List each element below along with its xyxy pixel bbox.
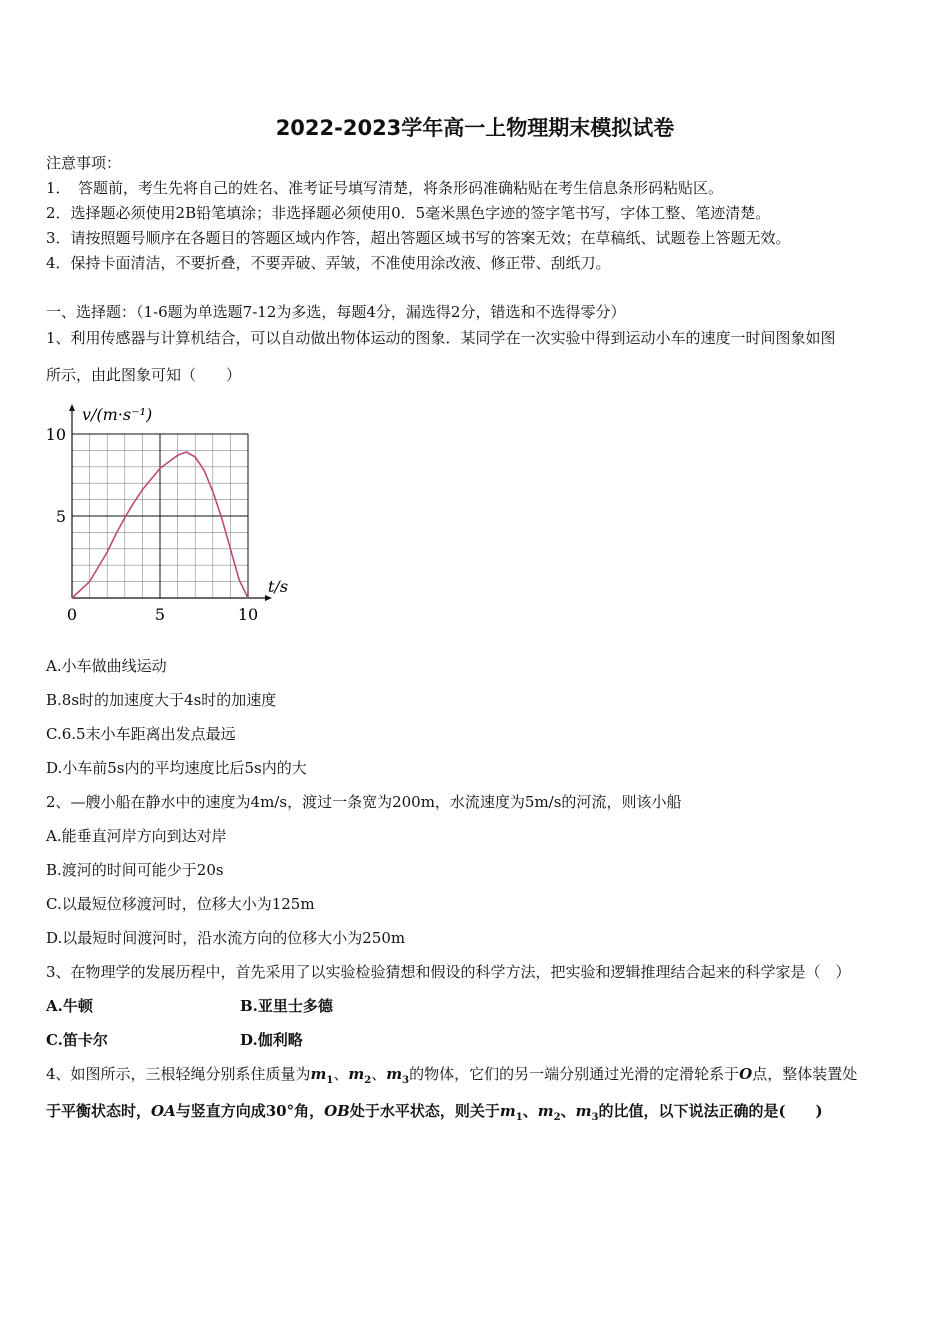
q1-option-b: B.8s时的加速度大于4s时的加速度 xyxy=(46,691,277,709)
x-tick-label: 5 xyxy=(154,605,166,624)
q3-option-d: D.伽利略 xyxy=(240,1031,303,1049)
q2-option-d: D.以最短时间渡河时，沿水流方向的位移大小为250m xyxy=(46,929,406,947)
q4-stem-line1 xyxy=(46,1063,857,1086)
q4-text: 点，整体装置处 xyxy=(752,1065,858,1083)
q4-text: 处于水平状态，则关于 xyxy=(349,1102,500,1120)
q4-sep: 、 xyxy=(371,1065,387,1083)
notice-item-2: 2．选择题必须使用2B铅笔填涂；非选择题必须使用0．5毫米黑色字迹的签字笔书写，字体工整、笔迹清楚。 xyxy=(46,204,771,222)
x-tick-label: 0 xyxy=(66,605,78,624)
q1-option-a: A.小车做曲线运动 xyxy=(46,657,167,675)
y-tick-label: 10 xyxy=(45,425,66,444)
q4-sub: 2 xyxy=(364,1075,372,1086)
q3-option-c: C.笛卡尔 xyxy=(46,1031,108,1049)
q2-stem: 2、—艘小船在静水中的速度为4m/s，渡过一条宽为200m，水流速度为5m/s的河流，则该小船 xyxy=(46,793,682,811)
section-heading: 一、选择题：（1-6题为单选题7-12为多选，每题4分，漏选得2分，错选和不选得零分） xyxy=(46,303,626,321)
q4-sep: 、 xyxy=(333,1065,349,1083)
q4-stem-line2 xyxy=(46,1100,823,1123)
q1-stem-line2: 所示，由此图象可知（ ） xyxy=(46,366,242,384)
page-title: 2022-2023学年高一上物理期末模拟试卷 xyxy=(275,116,675,140)
q3-option-b: B.亚里士多德 xyxy=(240,997,333,1015)
notice-item-3: 3．请按照题号顺序在各题目的答题区域内作答，超出答题区域书写的答案无效；在草稿纸、试题卷上答题无效。 xyxy=(46,229,791,247)
q4-sep: 、 xyxy=(522,1102,538,1120)
q2-option-b: B.渡河的时间可能少于20s xyxy=(46,861,224,879)
velocity-time-graph xyxy=(38,398,308,628)
q4-sub: 3 xyxy=(591,1112,599,1123)
q4-sub: 3 xyxy=(402,1075,410,1086)
y-tick-label: 5 xyxy=(55,507,66,526)
q4-sub: 2 xyxy=(553,1112,561,1123)
q2-option-a: A.能垂直河岸方向到达对岸 xyxy=(46,827,227,845)
q4-var: OB xyxy=(324,1102,350,1120)
q1-option-d: D.小车前5s内的平均速度比后5s内的大 xyxy=(46,759,307,777)
y-axis-label: v/(m·s⁻¹) xyxy=(82,405,153,424)
q2-option-c: C.以最短位移渡河时，位移大小为125m xyxy=(46,895,315,913)
q4-var: m xyxy=(499,1102,516,1120)
q4-text: 的比值，以下说法正确的是( ) xyxy=(598,1102,823,1120)
q4-text: 4、如图所示，三根轻绳分别系住质量为 xyxy=(46,1065,311,1083)
q4-var: m xyxy=(348,1065,365,1083)
notice-item-4: 4．保持卡面清洁，不要折叠，不要弄破、弄皱，不准使用涂改液、修正带、刮纸刀。 xyxy=(46,254,611,272)
q4-sep: 、 xyxy=(560,1102,576,1120)
q4-sub: 1 xyxy=(326,1075,334,1086)
q1-stem-line1: 1、利用传感器与计算机结合，可以自动做出物体运动的图象．某同学在一次实验中得到运动小车的速度一时间图象如图 xyxy=(46,329,836,347)
q4-text: 的物体，它们的另一端分别通过光滑的定滑轮系于 xyxy=(409,1065,740,1083)
x-tick-label: 10 xyxy=(237,605,259,624)
notice-heading: 注意事项： xyxy=(46,154,122,172)
q4-var: m xyxy=(537,1102,554,1120)
q4-var: O xyxy=(739,1065,753,1083)
q4-text: 与竖直方向成30°角， xyxy=(175,1102,325,1120)
y-axis-arrow xyxy=(69,404,75,411)
q4-sub: 1 xyxy=(515,1112,523,1123)
notice-item-1: 1． 答题前，考生先将自己的姓名、准考证号填写清楚，将条形码准确粘贴在考生信息条形码粘贴区。 xyxy=(46,179,724,197)
q4-text: 于平衡状态时， xyxy=(46,1102,152,1120)
q3-option-a: A.牛顿 xyxy=(46,997,93,1015)
q4-var: m xyxy=(575,1102,592,1120)
x-axis-label: t/s xyxy=(268,577,289,596)
q4-var: m xyxy=(310,1065,327,1083)
q4-var: m xyxy=(386,1065,403,1083)
q1-option-c: C.6.5末小车距离出发点最远 xyxy=(46,725,236,743)
q4-var: OA xyxy=(151,1102,176,1120)
q3-stem: 3、在物理学的发展历程中，首先采用了以实验检验猜想和假设的科学方法，把实验和逻辑推理结合起来的科学家是（ ） xyxy=(46,963,851,981)
